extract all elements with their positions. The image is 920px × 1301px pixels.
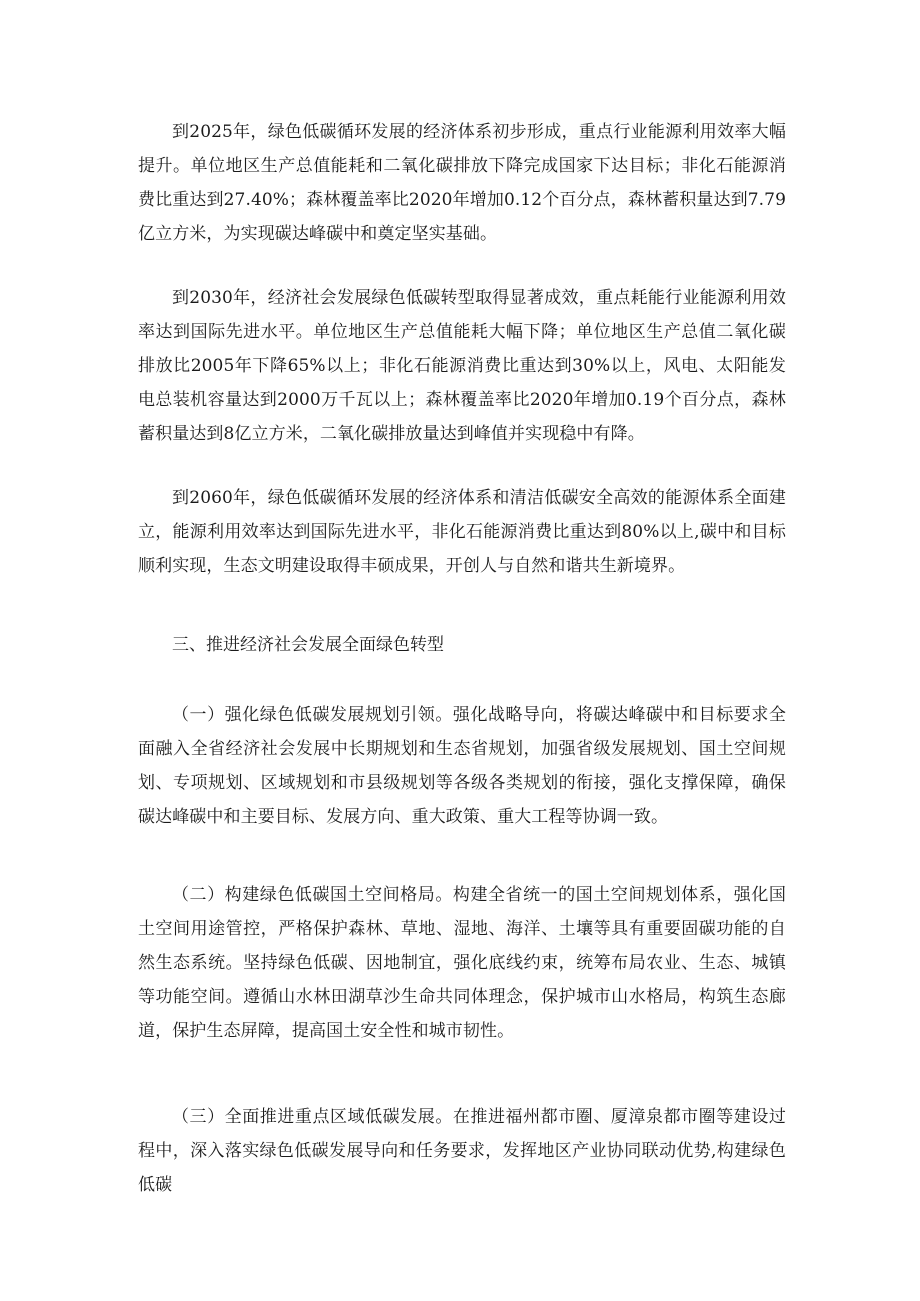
paragraph-regional-development: （三）全面推进重点区域低碳发展。在推进福州都市圈、厦漳泉都市圈等建设过程中，深入落实绿色低碳发展导向和任务要求，发挥地区产业协同联动优势,构建绿色低碳 <box>138 1107 786 1195</box>
paragraph-planning-guidance: （一）强化绿色低碳发展规划引领。强化战略导向，将碳达峰碳中和目标要求全面融入全省经济社会发展中长期规划和生态省规划，加强省级发展规划、国土空间规划、专项规划、区域规划和市县级规划等各级各类规划的衔接，强化支撑保障，确保碳达峰碳中和主要目标、发展方向、重大政策、重大工程等协调一致。 <box>138 705 786 827</box>
section-heading: 三、推进经济社会发展全面绿色转型 <box>172 635 444 655</box>
paragraph-2030-goals: 到2030年，经济社会发展绿色低碳转型取得显著成效，重点耗能行业能源利用效率达到国际先进水平。单位地区生产总值能耗大幅下降；单位地区生产总值二氧化碳排放比2005年下降65%以上；非化石能源消费比重达到30%以上，风电、太阳能发电总装机容量达到2000万千瓦以上；森林覆盖率比2020年增加0.19个百分点，森林蓄积量达到8亿立方米，二氧化碳排放量达到峰值并实现稳中有降。 <box>138 288 786 444</box>
paragraph-2025-goals: 到2025年，绿色低碳循环发展的经济体系初步形成，重点行业能源利用效率大幅提升。单位地区生产总值能耗和二氧化碳排放下降完成国家下达目标；非化石能源消费比重达到27.40%；森林覆盖率比2020年增加0.12个百分点，森林蓄积量达到7.79亿立方米，为实现碳达峰碳中和奠定坚实基础。 <box>138 122 786 244</box>
paragraph-2060-goals: 到2060年，绿色低碳循环发展的经济体系和清洁低碳安全高效的能源体系全面建立，能源利用效率达到国际先进水平，非化石能源消费比重达到80%以上,碳中和目标顺利实现，生态文明建设取得丰硕成果，开创人与自然和谐共生新境界。 <box>138 488 786 576</box>
paragraph-territorial-space: （二）构建绿色低碳国土空间格局。构建全省统一的国土空间规划体系，强化国土空间用途管控，严格保护森林、草地、湿地、海洋、土壤等具有重要固碳功能的自然生态系统。坚持绿色低碳、因地制宜，强化底线约束，统筹布局农业、生态、城镇等功能空间。遵循山水林田湖草沙生命共同体理念，保护城市山水格局，构筑生态廊道，保护生态屏障，提高国土安全性和城市韧性。 <box>138 885 786 1041</box>
